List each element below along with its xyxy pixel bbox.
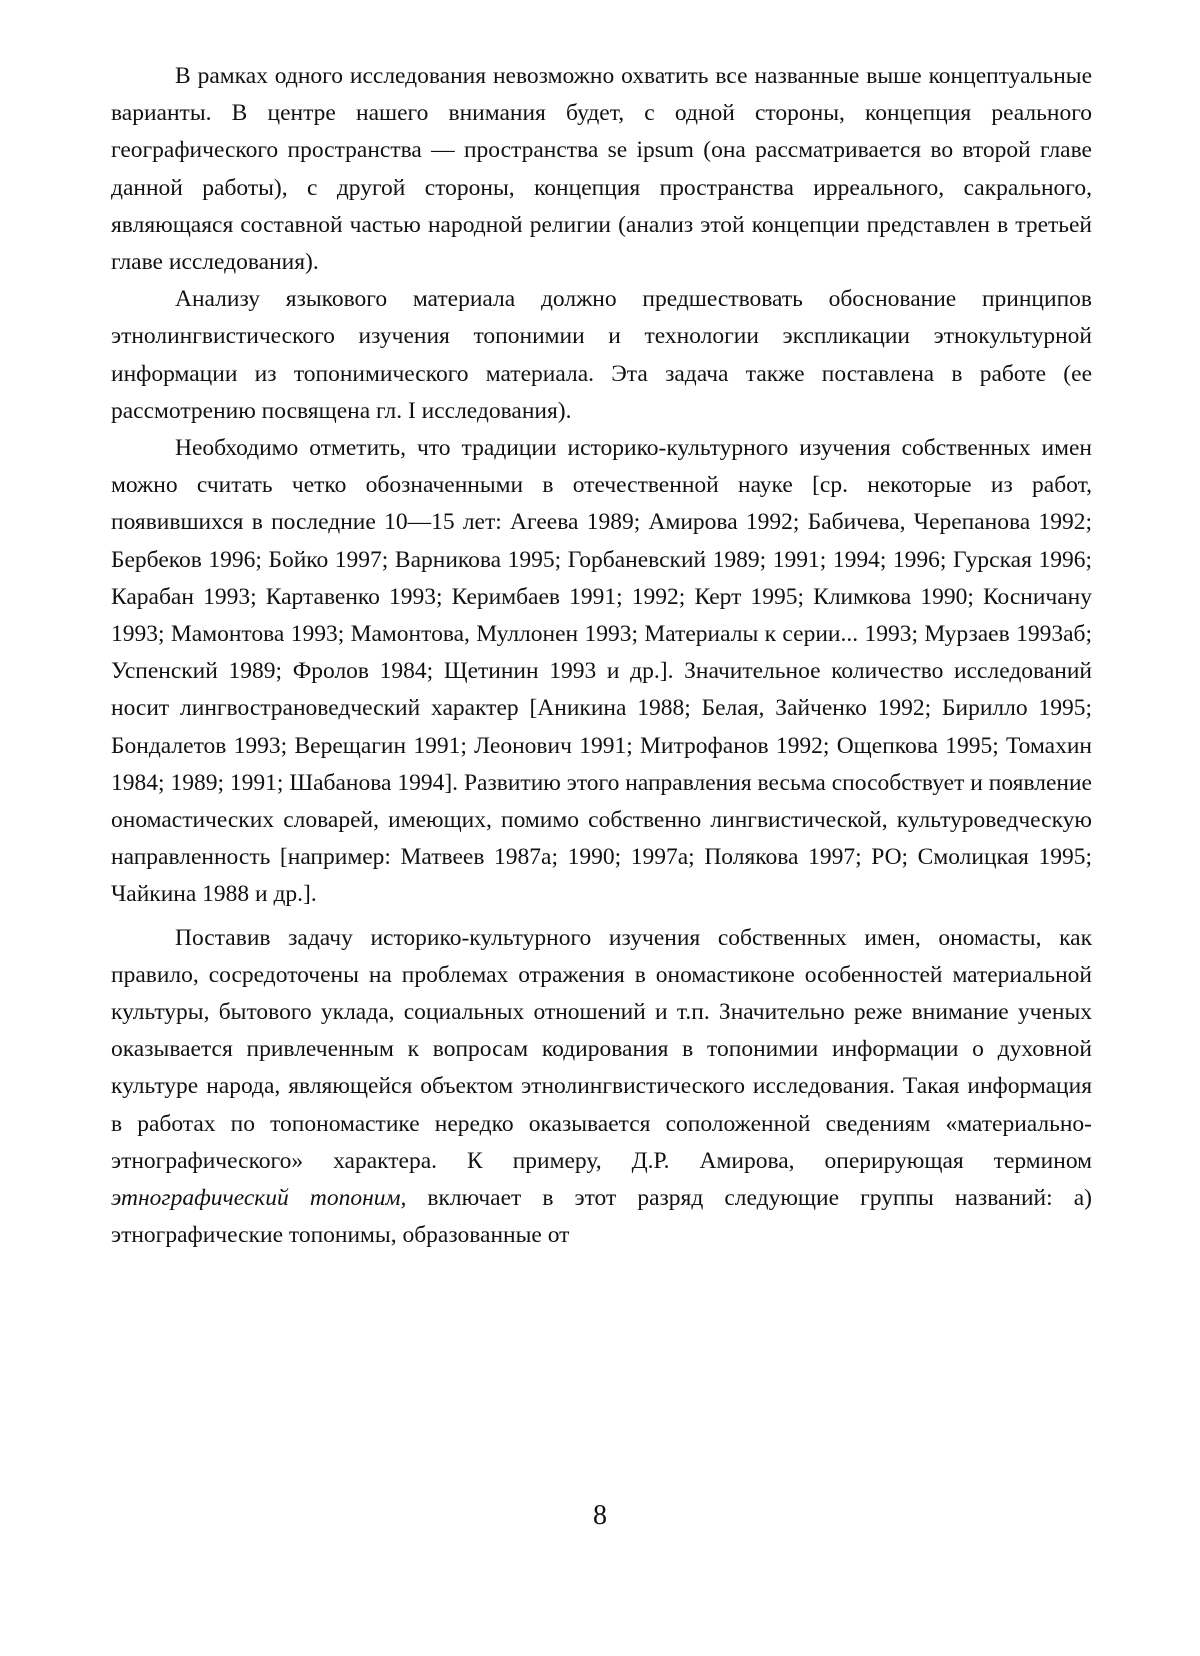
paragraph-2: Анализу языкового материала должно предшествовать обоснование принципов этнолингвистического изучения топонимии и технологии экспликации этнокультурной информации из топонимического материала. Эта задача также поставлена в работе (ее рассмотрению посвящена гл. I исследования). xyxy=(111,286,1092,424)
body-text xyxy=(111,58,1092,1255)
paragraph-1: В рамках одного исследования невозможно охватить все названные выше концептуальные варианты. В центре нашего внимания будет, с одной стороны, концепция реального географического пространства — пространства se ipsum (она рассматривается во второй главе данной работы), с другой стороны, концепция пространства ирреального, сакрального, являющаяся составной частью народной религии (анализ этой концепции представлен в третьей главе исследования). xyxy=(111,63,1092,276)
paragraph-4 xyxy=(111,920,1092,1255)
page-number: 8 xyxy=(593,1500,607,1531)
paragraph-4-text-after: включает в этот разряд следующие группы названий: а) этнографические топонимы, образованные от xyxy=(111,1185,1092,1249)
paragraph-4-text-before: Поставив задачу историко-культурного изучения собственных имен, ономасты, как правило, сосредоточены на проблемах отражения в ономастиконе особенностей материальной культуры, бытового уклада, социальных отношений и т.п. Значительно реже внимание ученых оказывается привлеченным к вопросам кодирования в топонимии информации о духовной культуре народа, являющейся объектом этнолингвистического исследования. Такая информация в работах по топономастике нередко оказывается соположенной сведениям «материально-этнографического» характера. К примеру, Д.Р. Амирова, оперирующая термином xyxy=(111,924,1092,1174)
paragraph-3: Необходимо отметить, что традиции историко-культурного изучения собственных имен можно считать четко обозначенными в отечественной науке [ср. некоторые из работ, появившихся в последние 10—15 лет: Агеева 1989; Амирова 1992; Бабичева, Черепанова 1992; Бербеков 1996; Бойко 1997; Варникова 1995; Горбаневский 1989; 1991; 1994; 1996; Гурская 1996; Карабан 1993; Картавенко 1993; Керимбаев 1991; 1992; Керт 1995; Климкова 1990; Косничану 1993; Мамонтова 1993; Мамонтова, Муллонен 1993; Материалы к серии... 1993; Мурзаев 1993аб; Успенский 1989; Фролов 1984; Щетинин 1993 и др.]. Значительное количество исследований носит лингвострановедческий характер [Аникина 1988; Белая, Зайченко 1992; Бирилло 1995; Бондалетов 1993; Верещагин 1991; Леонович 1991; Митрофанов 1992; Ощепкова 1995; Томахин 1984; 1989; 1991; Шабанова 1994]. Развитию этого направления весьма способствует и появление ономастических словарей, имеющих, помимо собственно лингвистической, культуроведческую направленность [например: Матвеев 1987а; 1990; 1997а; Полякова 1997; РО; Смолицкая 1995; Чайкина 1988 и др.]. xyxy=(111,435,1092,908)
paragraph-4-italic-term: этнографический топоним, xyxy=(111,1185,407,1212)
